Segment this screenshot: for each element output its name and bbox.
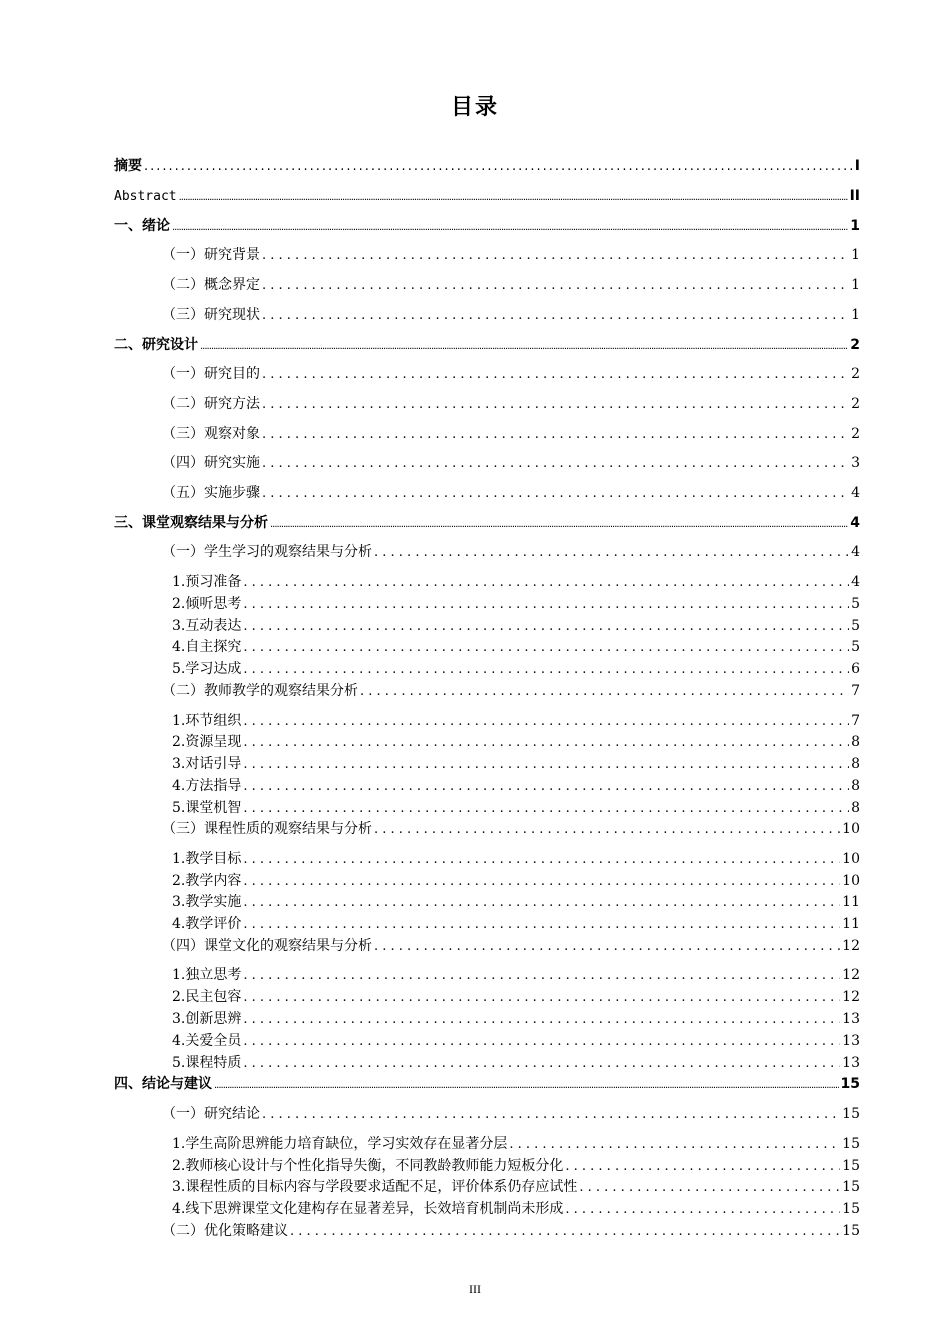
toc-entry-label: 5.课程特质 — [172, 1055, 242, 1071]
toc-entry[interactable] — [172, 637, 860, 657]
toc-entry-label: （二）概念界定 — [162, 277, 260, 293]
toc-entry[interactable] — [162, 1221, 860, 1241]
toc-entry[interactable] — [172, 1053, 860, 1073]
toc-dot-leader — [243, 893, 840, 913]
toc-entry-page: 15 — [842, 1136, 860, 1152]
toc-entry[interactable] — [162, 364, 860, 384]
toc-entry-label: （三）观察对象 — [162, 426, 260, 442]
toc-dot-leader — [262, 246, 849, 266]
toc-dot-leader — [290, 1222, 840, 1242]
toc-entry-label: （二）优化策略建议 — [162, 1223, 288, 1239]
toc-entry-label: （一）学生学习的观察结果与分析 — [162, 544, 372, 560]
page-number: III — [469, 1282, 481, 1296]
toc-entry-page: 4 — [851, 574, 860, 590]
toc-entry-label: 一、绪论 — [114, 218, 170, 234]
page-title: 目录 — [450, 95, 499, 120]
toc-entry-page: 15 — [842, 1179, 860, 1195]
toc-entry-page: 15 — [842, 1223, 860, 1239]
toc-dot-leader — [243, 872, 840, 892]
toc-entry-label: 1.学生高阶思辨能力培育缺位，学习实效存在显著分层 — [172, 1136, 508, 1152]
toc-entry-label: 三、课堂观察结果与分析 — [114, 515, 268, 531]
toc-entry-label: 1.预习准备 — [172, 574, 242, 590]
toc-entry-label: 3.教学实施 — [172, 894, 242, 910]
toc-entry-page: 1 — [851, 307, 860, 323]
toc-entry-label: 2.教师核心设计与个性化指导失衡，不同教龄教师能力短板分化 — [172, 1158, 564, 1174]
toc-entry-label: 1.独立思考 — [172, 967, 242, 983]
toc-entry[interactable] — [114, 216, 860, 236]
toc-entry-page: 2 — [851, 396, 860, 412]
toc-entry-page: 6 — [851, 661, 860, 677]
toc-entry-page: 11 — [842, 916, 860, 932]
toc-entry-label: 3.创新思辨 — [172, 1011, 242, 1027]
toc-entry-page: 1 — [851, 247, 860, 263]
toc-entry[interactable] — [162, 275, 860, 295]
toc-dot-leader — [243, 660, 849, 680]
toc-dot-leader — [179, 188, 848, 208]
toc-entry-label: （一）研究目的 — [162, 366, 260, 382]
toc-entry-label: 2.民主包容 — [172, 989, 242, 1005]
toc-entry[interactable] — [172, 1031, 860, 1051]
toc-entry-page: 13 — [842, 1055, 860, 1071]
toc-dot-leader — [214, 1076, 839, 1096]
toc-entry[interactable] — [162, 394, 860, 414]
toc-dot-leader — [243, 712, 849, 732]
toc-dot-leader — [565, 1200, 840, 1220]
toc-dot-leader — [262, 365, 849, 385]
toc-entry[interactable] — [172, 965, 860, 985]
toc-dot-leader — [243, 638, 849, 658]
toc-entry-page: I — [854, 158, 860, 174]
toc-entry[interactable] — [172, 1199, 860, 1219]
toc-entry[interactable] — [172, 572, 860, 592]
toc-entry-label: 4.自主探究 — [172, 639, 242, 655]
toc-entry-label: 3.对话引导 — [172, 756, 242, 772]
toc-dot-leader — [374, 820, 840, 840]
toc-entry-label: （一）研究背景 — [162, 247, 260, 263]
toc-dot-leader — [374, 937, 840, 957]
toc-entry-page: 10 — [842, 821, 860, 837]
toc-entry-page: 2 — [850, 337, 860, 353]
toc-entry-page: 11 — [842, 894, 860, 910]
toc-dot-leader — [243, 915, 840, 935]
toc-entry[interactable] — [114, 186, 860, 206]
toc-dot-leader — [374, 543, 849, 563]
toc-entry[interactable] — [172, 732, 860, 752]
toc-entry-page: 15 — [842, 1201, 860, 1217]
toc-dot-leader — [243, 1054, 840, 1074]
toc-entry[interactable] — [162, 542, 860, 562]
toc-entry[interactable] — [114, 1074, 860, 1094]
toc-entry-page: 4 — [851, 544, 860, 560]
toc-entry-page: 12 — [842, 989, 860, 1005]
toc-entry-page: 8 — [851, 756, 860, 772]
toc-entry-page: 15 — [842, 1106, 860, 1122]
toc-dot-leader — [243, 733, 849, 753]
toc-entry-page: 7 — [851, 683, 860, 699]
toc-entry[interactable] — [172, 776, 860, 796]
toc-dot-leader — [243, 850, 840, 870]
toc-dot-leader — [243, 1032, 840, 1052]
toc-entry-page: 13 — [842, 1033, 860, 1049]
toc-dot-leader — [509, 1135, 840, 1155]
toc-entry-label: （二）研究方法 — [162, 396, 260, 412]
toc-entry-label: （一）研究结论 — [162, 1106, 260, 1122]
toc-dot-leader — [243, 966, 840, 986]
toc-entry[interactable] — [172, 1177, 860, 1197]
toc-dot-leader — [243, 755, 849, 775]
toc-entry-label: 4.线下思辨课堂文化建构存在显著差异，长效培育机制尚未形成 — [172, 1201, 564, 1217]
toc-entry[interactable] — [162, 453, 860, 473]
toc-entry[interactable] — [114, 156, 860, 176]
toc-entry[interactable] — [172, 892, 860, 912]
toc-entry[interactable] — [172, 754, 860, 774]
toc-entry[interactable] — [172, 594, 860, 614]
toc-dot-leader — [360, 682, 849, 702]
toc-entry[interactable] — [162, 1104, 860, 1124]
toc-dot-leader — [262, 1105, 840, 1125]
toc-entry-label: （五）实施步骤 — [162, 485, 260, 501]
toc-entry[interactable] — [172, 659, 860, 679]
toc-entry[interactable] — [172, 1009, 860, 1029]
toc-entry[interactable] — [114, 335, 860, 355]
toc-entry-page: 1 — [850, 218, 860, 234]
toc-dot-leader — [144, 157, 853, 177]
toc-entry-page: 5 — [851, 618, 860, 634]
toc-entry[interactable] — [172, 711, 860, 731]
toc-entry-page: 5 — [851, 639, 860, 655]
toc-entry[interactable] — [162, 424, 860, 444]
toc-entry-label: Abstract — [114, 189, 177, 204]
toc-entry-label: 4.教学评价 — [172, 916, 242, 932]
toc-dot-leader — [270, 515, 848, 535]
toc-entry-page: 2 — [851, 426, 860, 442]
toc-dot-leader — [262, 454, 849, 474]
toc-entry-page: 4 — [850, 515, 860, 531]
toc-entry-label: 2.倾听思考 — [172, 596, 242, 612]
toc-entry-page: 8 — [851, 778, 860, 794]
toc-dot-leader — [243, 573, 849, 593]
toc-dot-leader — [243, 777, 849, 797]
toc-entry-page: 1 — [851, 277, 860, 293]
toc-entry[interactable] — [162, 936, 860, 956]
toc-dot-leader — [579, 1178, 840, 1198]
toc-entry-page: 10 — [842, 851, 860, 867]
toc-dot-leader — [565, 1157, 840, 1177]
toc-dot-leader — [243, 799, 849, 819]
toc-dot-leader — [262, 395, 849, 415]
toc-entry-label: 2.教学内容 — [172, 873, 242, 889]
toc-entry-page: 4 — [851, 485, 860, 501]
toc-entry-label: （四）研究实施 — [162, 455, 260, 471]
toc-entry[interactable] — [162, 483, 860, 503]
toc-entry[interactable] — [162, 819, 860, 839]
toc-entry-page: 8 — [851, 800, 860, 816]
toc-entry-page: 2 — [851, 366, 860, 382]
toc-entry-label: （三）课程性质的观察结果与分析 — [162, 821, 372, 837]
toc-entry-label: 二、研究设计 — [114, 337, 198, 353]
toc-entry[interactable] — [172, 914, 860, 934]
toc-entry-label: 四、结论与建议 — [114, 1076, 212, 1092]
toc-entry-page: 8 — [851, 734, 860, 750]
toc-entry-page: 15 — [842, 1158, 860, 1174]
toc-entry-page: 12 — [842, 938, 860, 954]
toc-dot-leader — [243, 1010, 840, 1030]
toc-entry-label: 3.课程性质的目标内容与学段要求适配不足，评价体系仍存应试性 — [172, 1179, 578, 1195]
toc-entry-label: 1.环节组织 — [172, 713, 242, 729]
toc-entry-page: 15 — [840, 1076, 860, 1092]
toc-entry-page: 7 — [851, 713, 860, 729]
toc-entry[interactable] — [172, 871, 860, 891]
toc-entry[interactable] — [172, 616, 860, 636]
toc-entry[interactable] — [172, 1134, 860, 1154]
toc-entry-page: 13 — [842, 1011, 860, 1027]
toc-entry[interactable] — [172, 1156, 860, 1176]
toc-entry-label: （二）教师教学的观察结果分析 — [162, 683, 358, 699]
toc-entry-page: II — [849, 188, 860, 204]
toc-entry-page: 5 — [851, 596, 860, 612]
toc-entry[interactable] — [162, 305, 860, 325]
toc-dot-leader — [262, 306, 849, 326]
toc-entry-label: 摘要 — [114, 158, 142, 174]
toc-entry-label: 5.学习达成 — [172, 661, 242, 677]
toc-entry-page: 3 — [851, 455, 860, 471]
toc-dot-leader — [200, 337, 848, 357]
toc-entry-label: （四）课堂文化的观察结果与分析 — [162, 938, 372, 954]
toc-entry-label: （三）研究现状 — [162, 307, 260, 323]
toc-entry-label: 4.关爱全员 — [172, 1033, 242, 1049]
toc-entry-label: 3.互动表达 — [172, 618, 242, 634]
toc-dot-leader — [243, 617, 849, 637]
toc-entry[interactable] — [162, 245, 860, 265]
toc-dot-leader — [172, 218, 848, 238]
toc-entry-label: 1.教学目标 — [172, 851, 242, 867]
toc-entry[interactable] — [172, 849, 860, 869]
toc-entry[interactable] — [172, 798, 860, 818]
toc-dot-leader — [262, 425, 849, 445]
toc-entry[interactable] — [162, 681, 860, 701]
toc-entry[interactable] — [114, 513, 860, 533]
toc-entry-label: 2.资源呈现 — [172, 734, 242, 750]
toc-dot-leader — [262, 276, 849, 296]
toc-entry-page: 12 — [842, 967, 860, 983]
toc-entry[interactable] — [172, 987, 860, 1007]
toc-entry-label: 5.课堂机智 — [172, 800, 242, 816]
toc-entry-page: 10 — [842, 873, 860, 889]
toc-dot-leader — [262, 484, 849, 504]
toc-dot-leader — [243, 988, 840, 1008]
toc-entry-label: 4.方法指导 — [172, 778, 242, 794]
toc-dot-leader — [243, 595, 849, 615]
